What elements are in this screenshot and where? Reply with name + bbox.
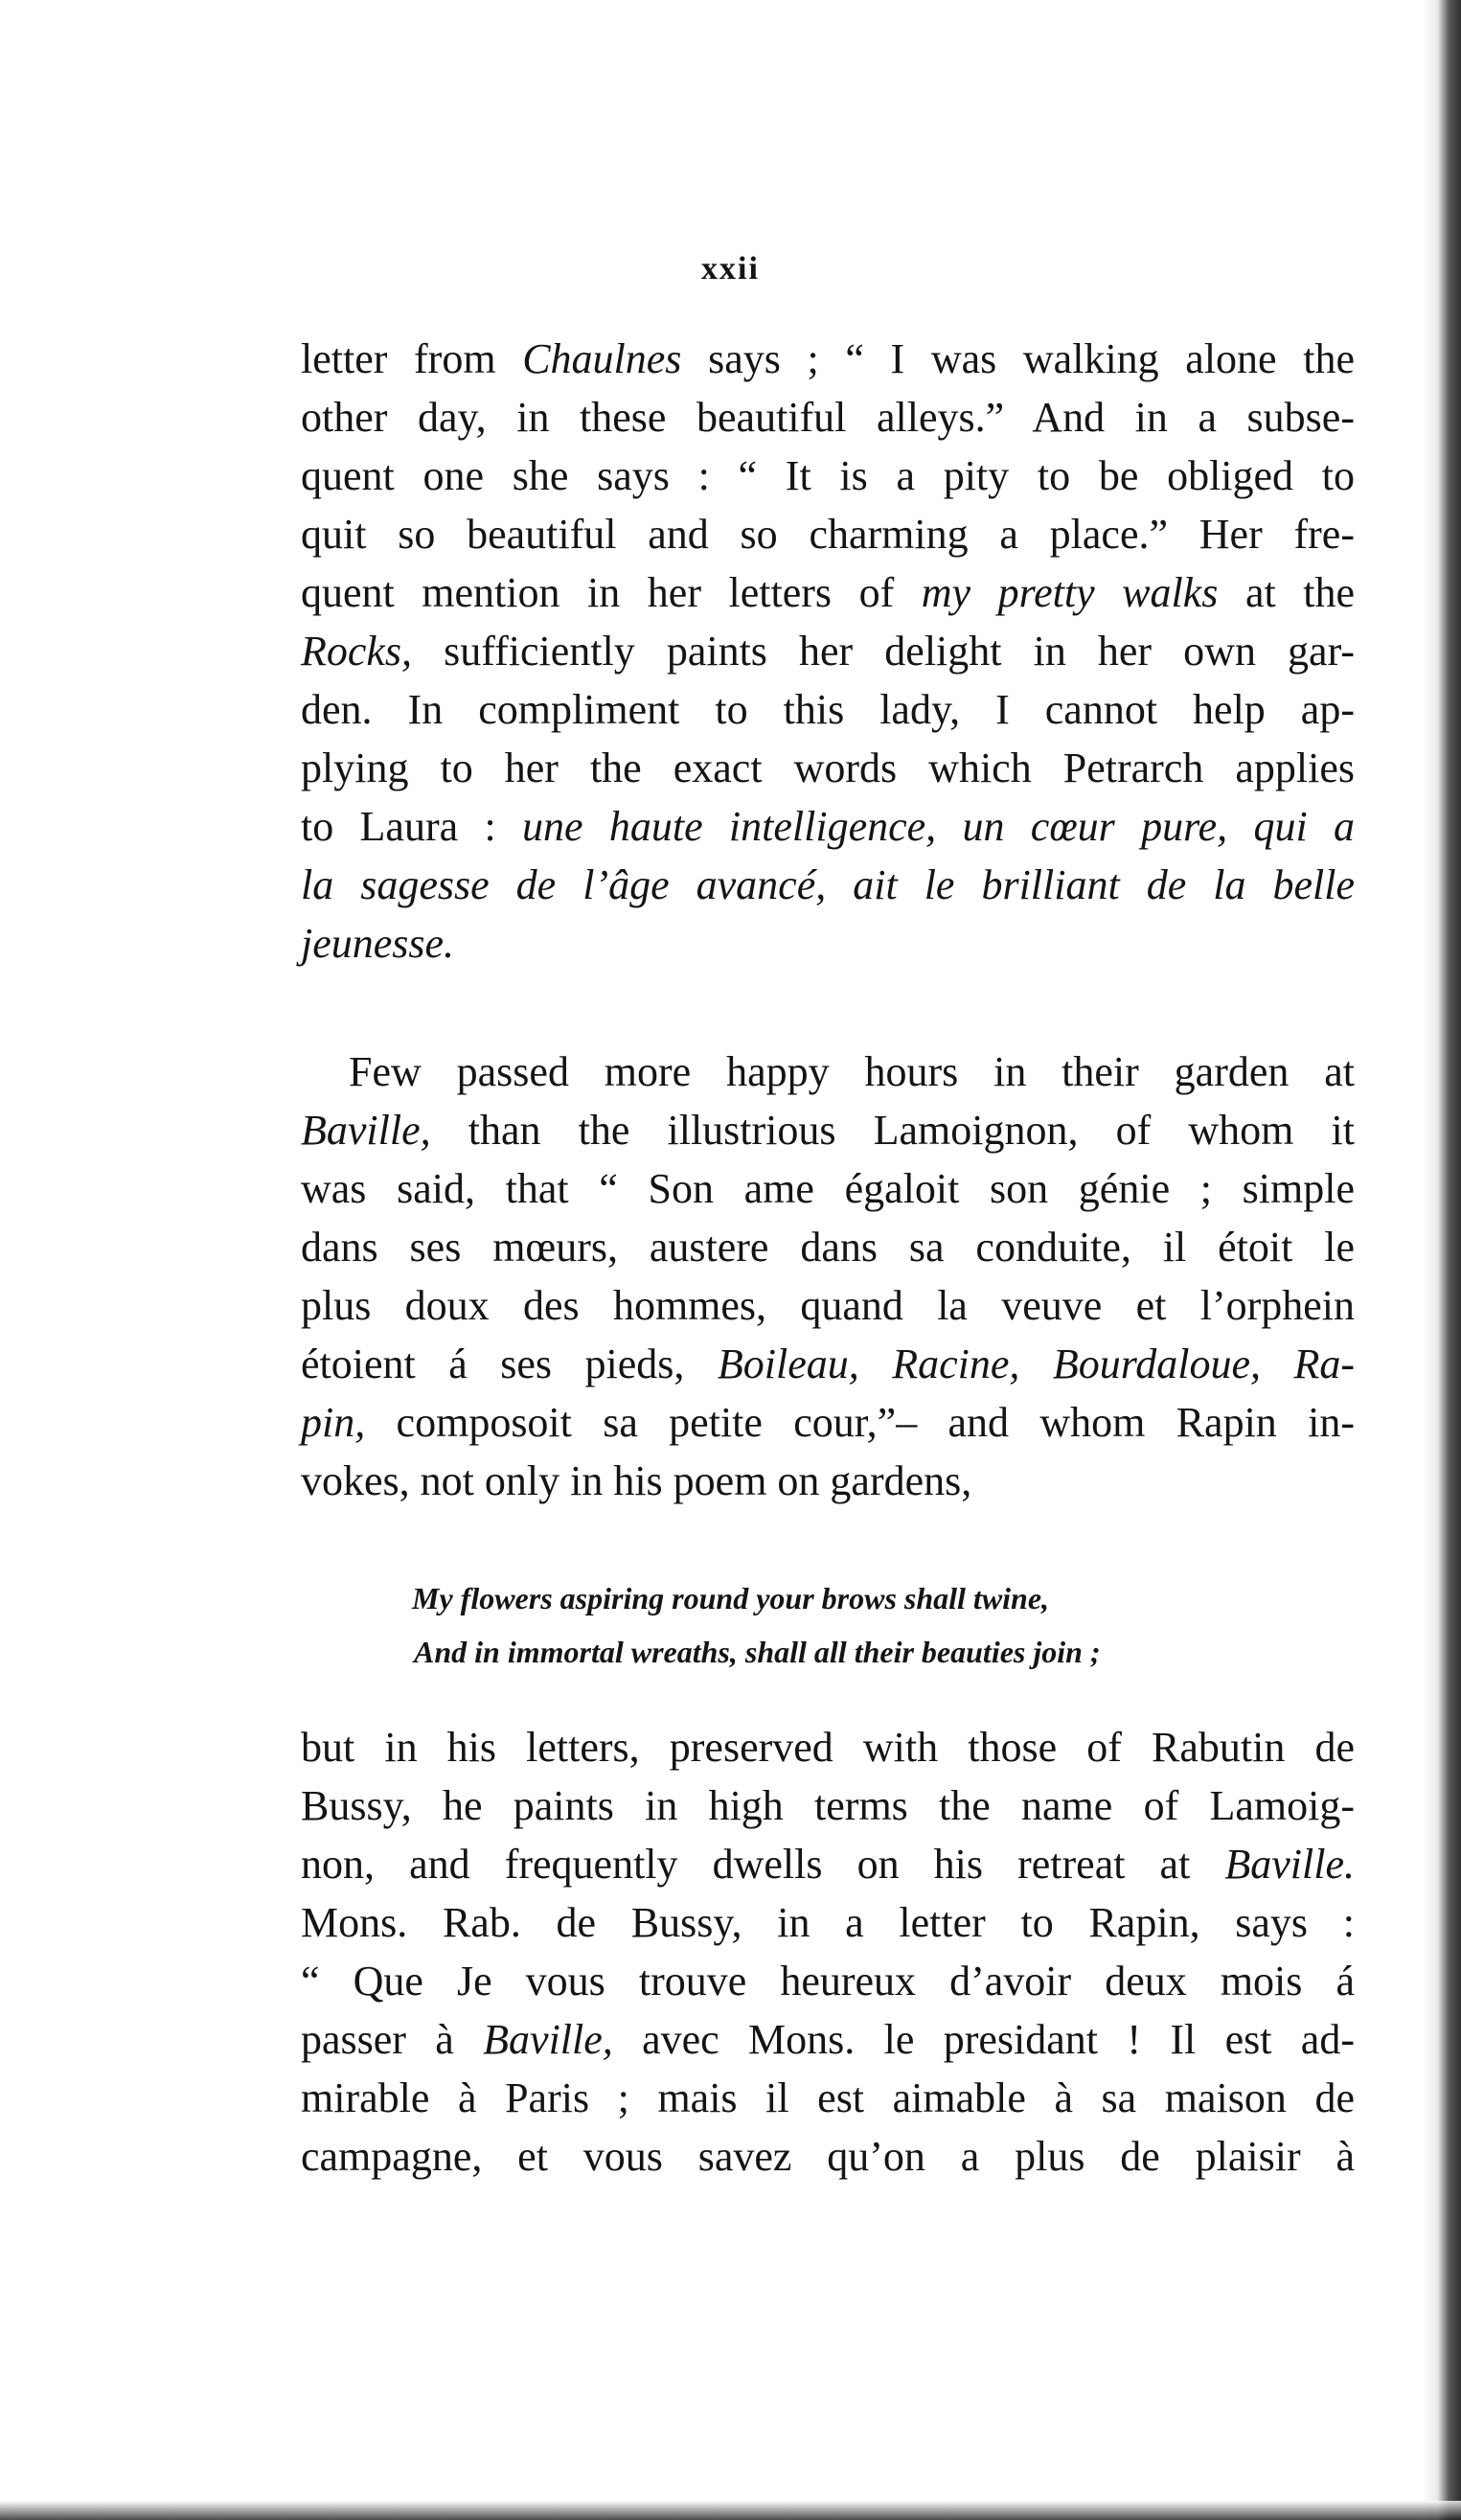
text-line: quent mention in her letters of my pretty walks at the xyxy=(301,569,1355,616)
text-line: “ Que Je vous trouve heureux d’avoir deux mois á xyxy=(301,1958,1355,2005)
text-line: dans ses mœurs, austere dans sa conduite, il étoit le xyxy=(301,1224,1355,1271)
text-line: jeunesse. xyxy=(301,920,455,967)
paragraph-rapin-letters xyxy=(301,1718,1355,2186)
text-line: vokes, not only in his poem on gardens, xyxy=(301,1457,972,1504)
text-line: plying to her the exact words which Petrarch applies xyxy=(301,745,1355,791)
text-line: plus doux des hommes, quand la veuve et l’orphein xyxy=(301,1282,1355,1329)
text-line: den. In compliment to this lady, I cannot help ap- xyxy=(301,686,1355,733)
text-line: Few passed more happy hours in their garden at xyxy=(349,1048,1355,1095)
text-line: campagne, et vous savez qu’on a plus de plaisir à xyxy=(301,2133,1355,2180)
text-line: Bussy, he paints in high terms the name of Lamoig- xyxy=(301,1782,1355,1829)
text-line: mirable à Paris ; mais il est aimable à sa maison de xyxy=(301,2074,1355,2121)
text-line: pin, composoit sa petite cour,”– and whom Rapin in- xyxy=(301,1399,1355,1446)
text-line: Mons. Rab. de Bussy, in a letter to Rapin, says : xyxy=(301,1899,1355,1946)
verse-quotation xyxy=(412,1571,1293,1679)
text-line: but in his letters, preserved with those of Rabutin de xyxy=(301,1724,1355,1771)
page-number: xxii xyxy=(701,251,760,286)
page-bottom-edge xyxy=(0,2501,1461,2520)
page-edge-shadow xyxy=(1422,0,1461,2520)
text-line: to Laura : une haute intelligence, un cœur pure, qui a xyxy=(301,803,1355,850)
paragraph-lamoignon xyxy=(301,1042,1355,1510)
text-line: was said, that “ Son ame égaloit son génie ; simple xyxy=(301,1165,1355,1212)
text-line: étoient á ses pieds, Boileau, Racine, Bourdaloue, Ra- xyxy=(301,1340,1356,1387)
text-line: other day, in these beautiful alleys.” And in a subse- xyxy=(301,394,1355,441)
text-line: quent one she says : “ It is a pity to be obliged to xyxy=(301,452,1355,499)
text-line: passer à Baville, avec Mons. le presidant ! Il est ad- xyxy=(301,2016,1355,2063)
text-line: quit so beautiful and so charming a place.” Her fre- xyxy=(301,511,1355,558)
text-line: Baville, than the illustrious Lamoignon, of whom it xyxy=(301,1107,1355,1154)
text-line: la sagesse de l’âge avancé, ait le brilliant de la belle xyxy=(301,861,1355,908)
verse-line: And in immortal wreaths, shall all their beauties join ; xyxy=(414,1635,1101,1669)
text-line: non, and frequently dwells on his retreat at Baville. xyxy=(301,1841,1355,1888)
verse-line: My flowers aspiring round your brows shall twine, xyxy=(412,1581,1050,1615)
text-line: letter from Chaulnes says ; “ I was walking alone the xyxy=(301,335,1355,382)
paragraph-chaulnes-letter xyxy=(301,330,1355,973)
text-line: Rocks, sufficiently paints her delight in her own gar- xyxy=(301,628,1355,675)
